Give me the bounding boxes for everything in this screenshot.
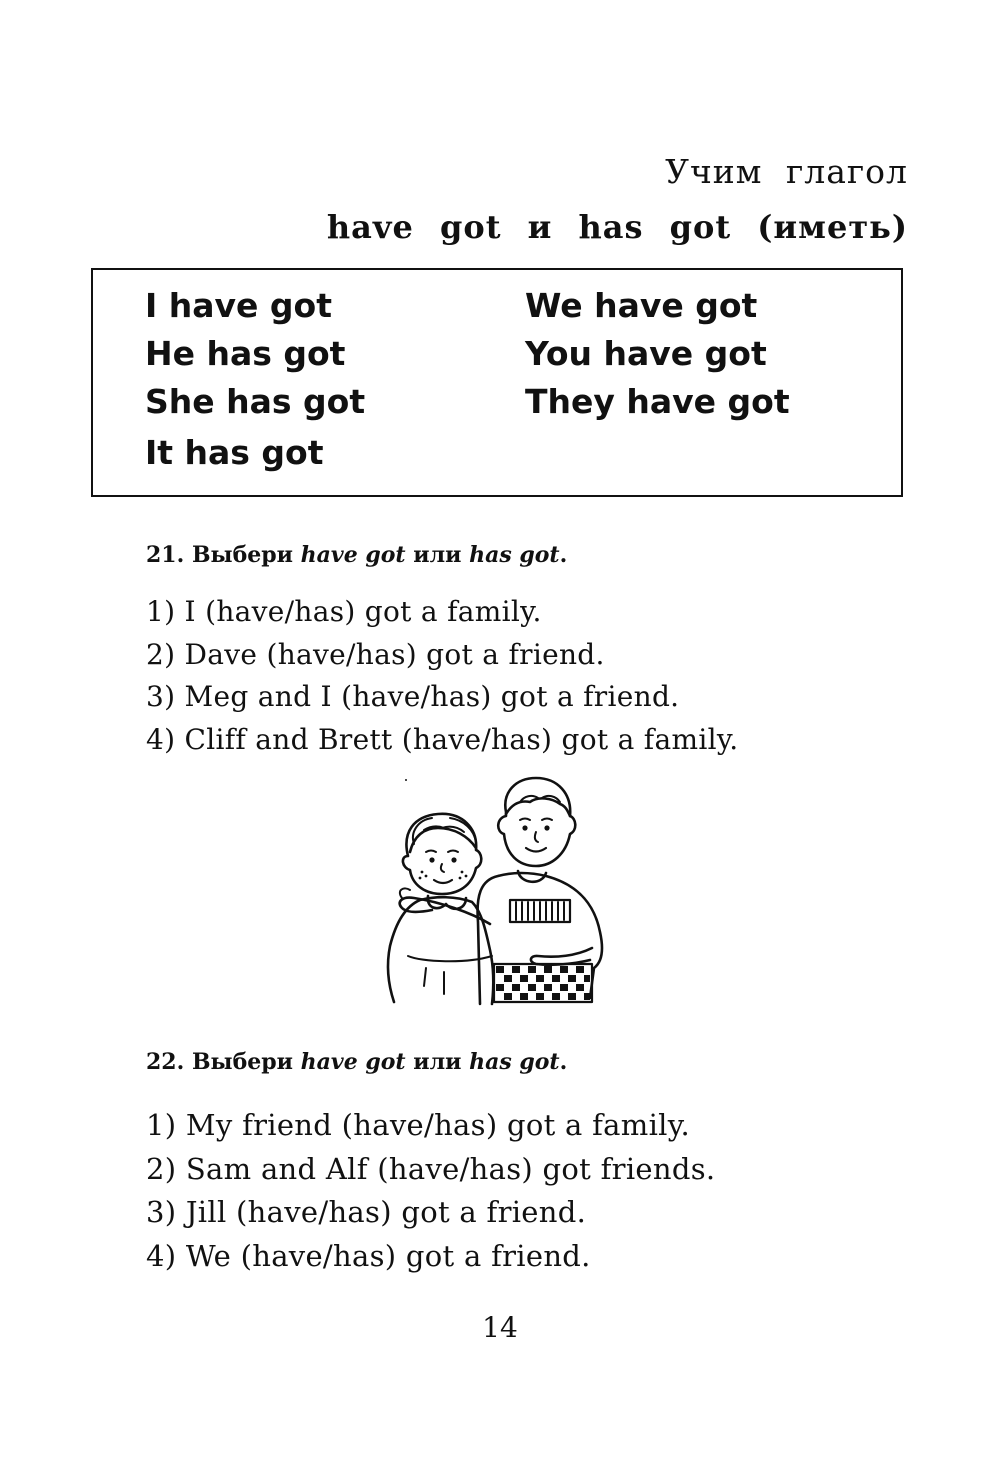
exercise-items — [146, 1104, 715, 1278]
exercise-item: 1) My friend (have/has) got a family. — [146, 1108, 691, 1142]
exercise-item: 4) We (have/has) got a friend. — [146, 1238, 591, 1273]
instruction-text: Выбери — [191, 1049, 293, 1075]
exercise-title — [146, 1045, 715, 1079]
exercise-item: 2) Dave (have/has) got a friend. — [146, 637, 605, 671]
option-have-got: have got — [300, 542, 406, 568]
conjugation-column-singular — [145, 282, 365, 477]
exercise-item: 2) Sam and Alf (have/has) got friends. — [146, 1151, 716, 1186]
exercise-number: 22. — [146, 1049, 185, 1075]
conjugation-item: She has got — [145, 382, 366, 421]
exercise-number: 21. — [146, 542, 185, 568]
conjugation-item: I have got — [145, 286, 332, 325]
instruction-text: Выбери — [191, 542, 293, 568]
section-heading — [327, 150, 908, 256]
exercise-item: 1) I (have/has) got a family. — [146, 595, 542, 628]
exercise-21 — [146, 538, 738, 761]
two-children-illustration — [380, 772, 620, 1008]
conjunction-text: или — [413, 1049, 462, 1075]
conjugation-item: He has got — [145, 334, 346, 373]
heading-line-2: have got и has got (иметь) — [326, 208, 908, 246]
exercise-22 — [146, 1045, 715, 1278]
exercise-item: 4) Cliff and Brett (have/has) got a family. — [146, 722, 739, 756]
period: . — [559, 542, 568, 568]
page-number: 14 — [482, 1311, 518, 1344]
conjugation-item: They have got — [525, 382, 790, 421]
conjugation-item: You have got — [525, 334, 767, 373]
conjugation-item: It has got — [145, 433, 324, 472]
conjugation-item: We have got — [525, 286, 758, 325]
option-have-got: have got — [300, 1049, 406, 1075]
conjunction-text: или — [413, 542, 462, 568]
exercise-item: 3) Meg and I (have/has) got a friend. — [146, 680, 680, 713]
option-has-got: has got — [469, 542, 560, 568]
option-has-got: has got — [469, 1049, 560, 1075]
heading-line-1: Учим глагол — [665, 152, 908, 191]
period: . — [559, 1049, 568, 1075]
exercise-item: 3) Jill (have/has) got a friend. — [146, 1195, 587, 1229]
conjugation-column-plural — [525, 282, 790, 426]
exercise-title — [146, 538, 738, 572]
conjugation-box — [91, 268, 903, 497]
exercise-items — [146, 591, 738, 761]
